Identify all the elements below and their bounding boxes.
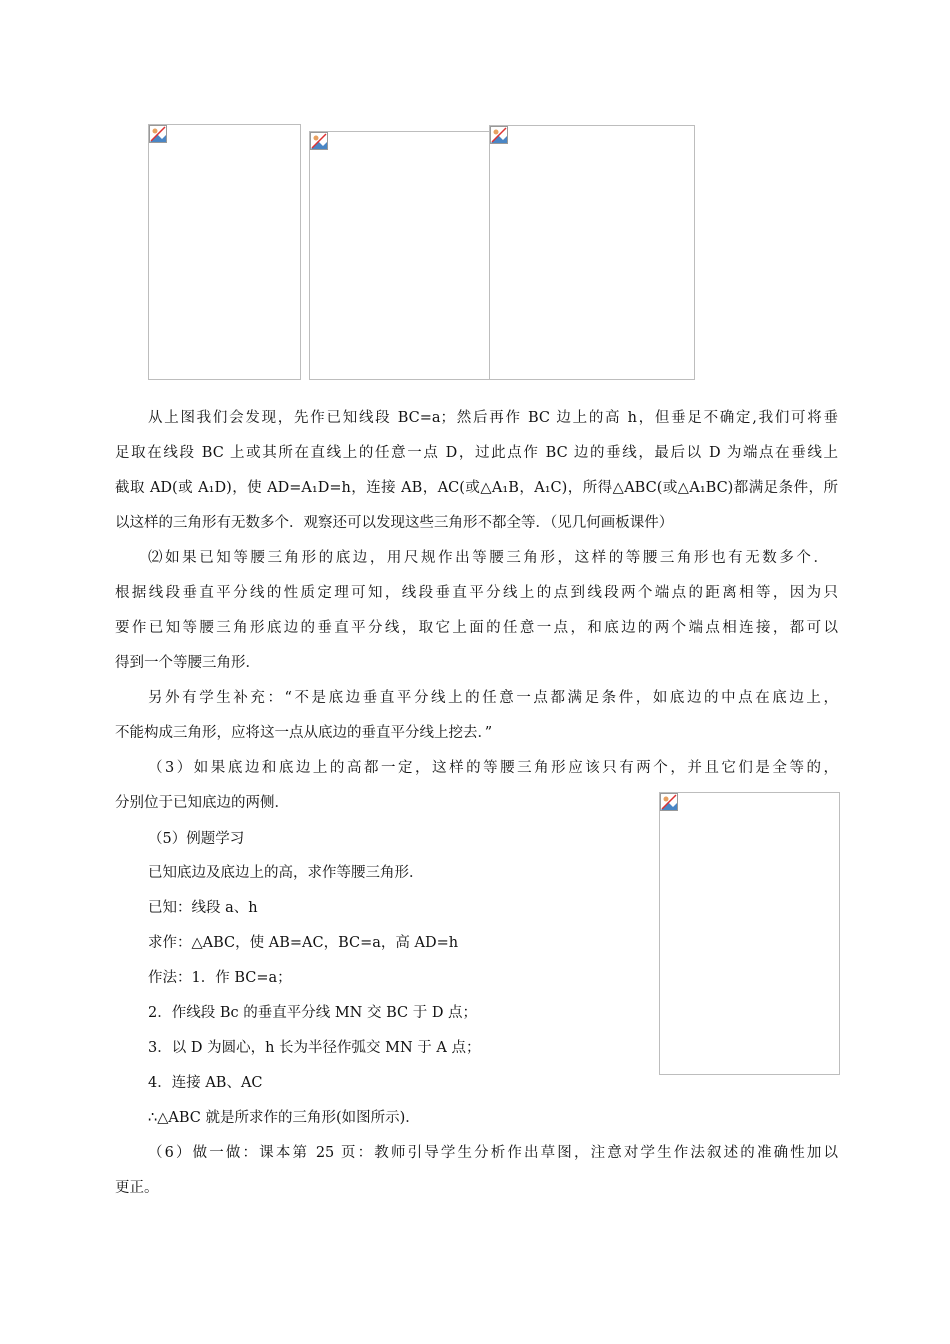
text-line: 分别位于已知底边的两侧． bbox=[115, 795, 289, 811]
text-line: 不能构成三角形，应将这一点从底边的垂直平分线上挖去．” bbox=[115, 725, 493, 741]
text-line: 3．以 D 为圆心，h 长为半径作弧交 MN 于 A 点； bbox=[148, 1040, 481, 1056]
text-line: 足取在线段 BC 上或其所在直线上的任意一点 D，过此点作 BC 边的垂线，最后以 D 为端点在垂线上 bbox=[115, 445, 838, 461]
text-line: 得到一个等腰三角形． bbox=[115, 655, 260, 671]
text-line: 另外有学生补充：“不是底边垂直平分线上的任意一点都满足条件，如底边的中点在底边上， bbox=[148, 690, 838, 706]
text-line: 已知：线段 a、h bbox=[148, 900, 258, 916]
text-line: 2．作线段 Bc 的垂直平分线 MN 交 BC 于 D 点； bbox=[148, 1005, 478, 1021]
text-line: （3）如果底边和底边上的高都一定，这样的等腰三角形应该只有两个，并且它们是全等的， bbox=[148, 760, 838, 776]
figure-3-placeholder bbox=[489, 125, 695, 380]
text-line: 从上图我们会发现，先作已知线段 BC=a；然后再作 BC 边上的高 h，但垂足不确定,我们可将垂 bbox=[148, 410, 838, 426]
section-heading: （5）例题学习 bbox=[148, 831, 245, 847]
broken-image-icon bbox=[149, 125, 167, 143]
text-line: ∴△ABC 就是所求作的三角形(如图所示)． bbox=[148, 1110, 420, 1126]
figure-2-placeholder bbox=[309, 131, 491, 380]
text-line: 求作：△ABC，使 AB=AC，BC=a，高 AD=h bbox=[148, 935, 459, 951]
text-line: 4．连接 AB、AC bbox=[148, 1075, 263, 1091]
text-line: 截取 AD(或 A₁D)，使 AD=A₁D=h，连接 AB，AC(或△A₁B，A₁C)，所得△ABC(或△A₁BC)都满足条件，所 bbox=[115, 480, 838, 496]
text-line: 要作已知等腰三角形底边的垂直平分线，取它上面的任意一点，和底边的两个端点相连接，都可以 bbox=[115, 620, 838, 636]
text-line: 更正。 bbox=[115, 1180, 159, 1196]
text-line: （6）做一做：课本第 25 页：教师引导学生分析作出草图，注意对学生作法叙述的准确性加以 bbox=[148, 1145, 838, 1161]
figure-1-placeholder bbox=[148, 124, 301, 380]
text-line: ⑵如果已知等腰三角形的底边，用尺规作出等腰三角形，这样的等腰三角形也有无数多个． bbox=[148, 550, 828, 566]
text-line: 根据线段垂直平分线的性质定理可知，线段垂直平分线上的点到线段两个端点的距离相等，因为只 bbox=[115, 585, 838, 601]
text-line: 以这样的三角形有无数多个．观察还可以发现这些三角形不都全等．（见几何画板课件） bbox=[115, 515, 674, 531]
broken-image-icon bbox=[310, 132, 328, 150]
text-line: 作法：1．作 BC=a； bbox=[148, 970, 292, 986]
text-line: 已知底边及底边上的高，求作等腰三角形． bbox=[148, 865, 424, 881]
broken-image-icon bbox=[490, 126, 508, 144]
figure-4-placeholder bbox=[659, 792, 840, 1075]
broken-image-icon bbox=[660, 793, 678, 811]
